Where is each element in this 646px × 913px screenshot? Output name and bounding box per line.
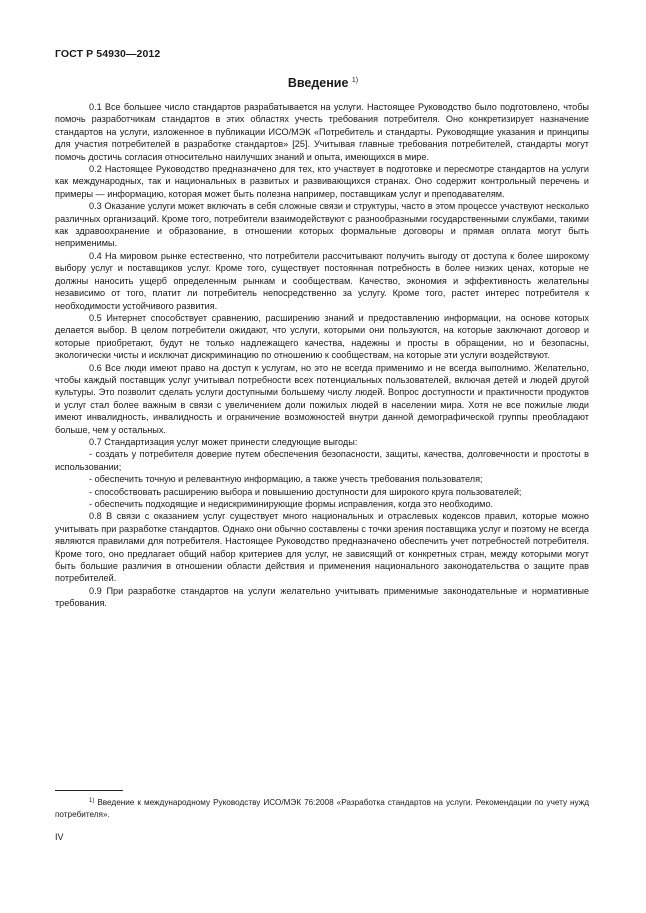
footnote — [55, 795, 589, 821]
paragraph-0-5: 0.5 Интернет способствует сравнению, расширению знаний и предоставлению информации, на основе которых делается выбор. В целом потребители ожидают, что услуги, которыми они пользуются, на которые заключают договор и которые приобретают, будут не только надлежащего качества, надежны и просты в обращении, но и безопасны, экологически чисты и исключат дискриминацию по отношению к сообществам, на которые эти услуги воздействуют. — [55, 312, 589, 361]
paragraph-0-4: 0.4 На мировом рынке естественно, что потребители рассчитывают получить выгоду от доступа к более широкому выбору услуг и поставщиков услуг. Кроме того, существует постоянная потребность в более низких ценах, которые не должны наносить ущерб определенным рынкам и сообществам. Качество, экономия и эффективность желательны независимо от того, платит ли потребитель непосредственно за услугу. Кроме того, растет интерес потребителя к необходимости устойчивого развития. — [55, 250, 589, 311]
paragraph-0-1: 0.1 Все большее число стандартов разрабатывается на услуги. Настоящее Руководство было подготовлено, чтобы помочь разработчикам стандартов в этих областях учесть требования потребителя. Оно конкретизирует назначение стандартов на услуги, изложенное в публикации ИСО/МЭК «Потребитель и стандарты. Руководящие указания и принципы для участия потребителей в разработке стандартов» [25]. Учитывая главные требования потребителей, стандарты могут помочь достичь согласия относительно наилучших знаний и опыта, имеющихся в мире. — [55, 102, 589, 162]
footnote-divider — [55, 790, 123, 791]
list-item: - обеспечить подходящие и недискриминирующие формы исправления, когда это необходимо. — [89, 499, 494, 509]
paragraph-0-6: 0.6 Все люди имеют право на доступ к услугам, но это не всегда применимо и не всегда выполнимо. Желательно, чтобы каждый поставщик услуг учитывал потребности всех потенциальных пользователей, включая детей и людей другой культуры. Это позволит сделать услуги доступными большему числу людей. Вопрос доступности и практичности продуктов и услуг стал более важным в связи с увеличением доли пожилых людей в населении мира. Хотя не все пожилые люди имеют инвалидность, инвалидность и ограничение возможностей внутри данной демографической группы преобладают больше, чем у остальных. — [55, 362, 589, 435]
list-item: - способствовать расширению выбора и повышению доступности для широкого круга пользователей; — [89, 486, 522, 497]
body-text — [55, 101, 589, 610]
section-title-text: Введение — [287, 76, 349, 90]
standard-designation: ГОСТ Р 54930—2012 — [55, 48, 161, 60]
list-item: - обеспечить точную и релевантную информацию, а также учесть требования пользователя; — [89, 474, 483, 485]
title-footnote-mark: 1) — [351, 77, 359, 84]
paragraph-0-9: 0.9 При разработке стандартов на услуги желательно учитывать применимые законодательные и нормативные требования. — [55, 585, 589, 609]
paragraph-0-3: 0.3 Оказание услуги может включать в себя сложные связи и структуры, часто в этом процессе участвуют несколько различных организаций. Кроме того, потребители взаимодействуют с разнообразными государственными службами, такими как здравоохранение и образование, в отношении которых формальные договоры и прямая оплата могут быть неприменимы. — [55, 201, 589, 249]
paragraph-0-7: 0.7 Стандартизация услуг может принести следующие выгоды: — [89, 436, 358, 447]
section-title — [0, 76, 646, 90]
list-item: - создать у потребителя доверие путем обеспечения безопасности, защиты, качества, долговечности и простоты в использовании; — [55, 449, 589, 472]
paragraph-0-8: 0.8 В связи с оказанием услуг существует много национальных и отраслевых кодексов правил, которые можно учитывать при разработке стандартов. Однако они обычно составлены с точки зрения поставщика услуг и поэтому не всегда являются правилами для потребителя. Настоящее Руководство предназначено обеспечить учет потребностей потребителя. Кроме того, оно предлагает общий набор критериев для услуг, не зависящий от конкретных стран, между которыми могут быть большие различия в отношении области действия и применения национального законодательства о защите прав потребителей. — [55, 511, 589, 584]
page-number: IV — [55, 832, 64, 842]
paragraph-0-2: 0.2 Настоящее Руководство предназначено для тех, кто участвует в подготовке и пересмотре стандартов на услуги как международных, так и национальных в развитых и развивающихся странах. Оно содержит контрольный перечень и примеры — информацию, которая может быть полезна например, поставщикам услуг и преподавателям. — [55, 164, 589, 199]
footnote-mark: 1) — [89, 798, 95, 804]
footnote-text: Введение к международному Руководству ИСО/МЭК 76:2008 «Разработка стандартов на услуги. Рекомендации по учету нужд потребителя». — [55, 798, 589, 819]
